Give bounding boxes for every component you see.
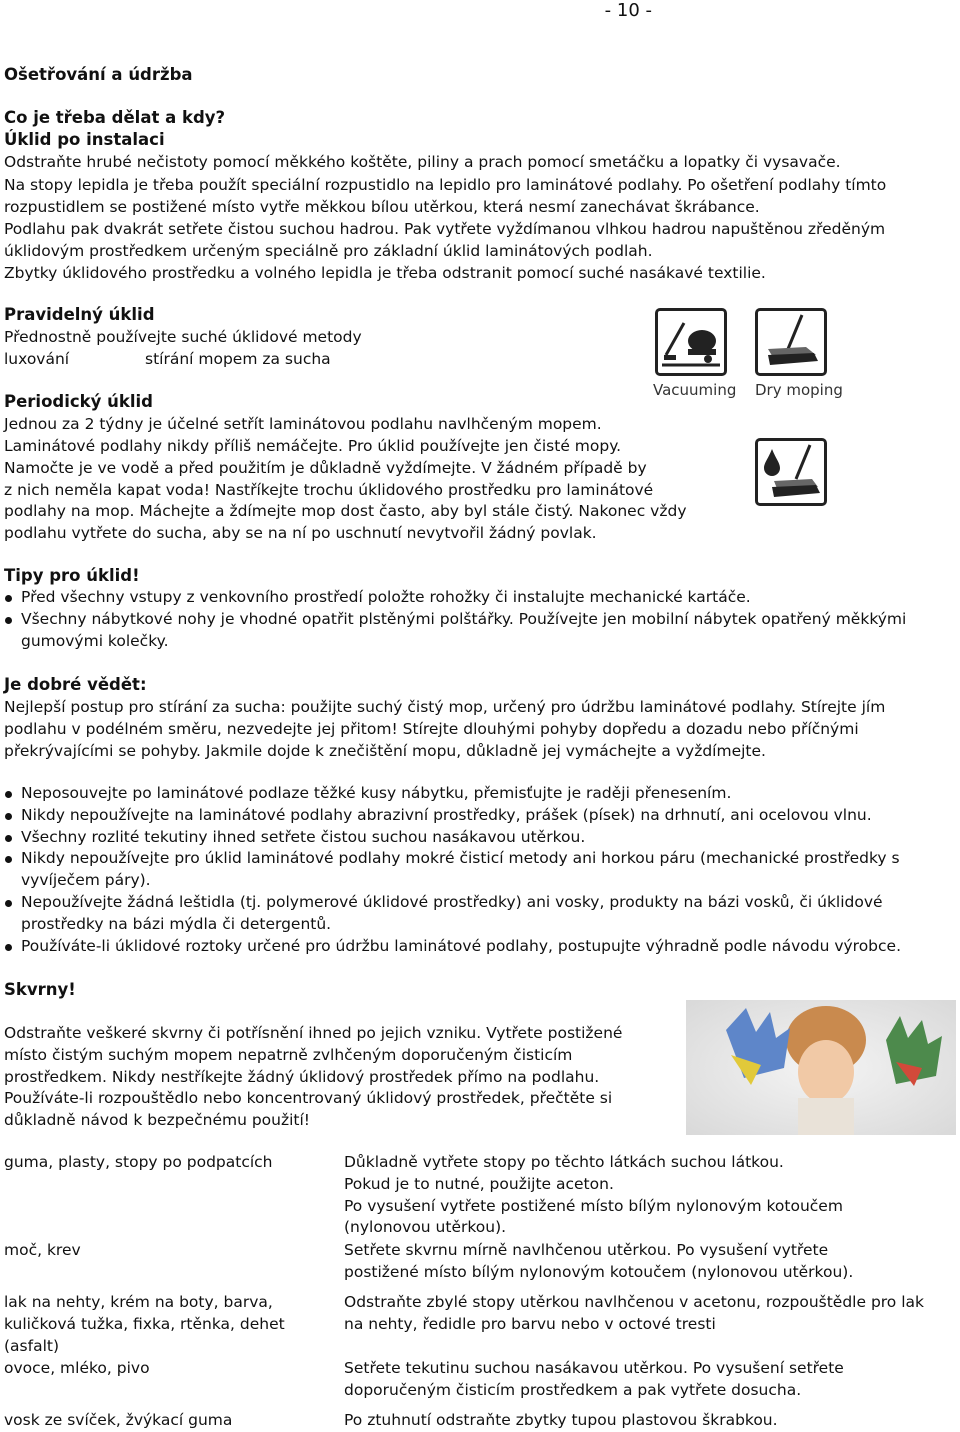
stain-remedy: Pokud je to nutné, použijte aceton. [344,1174,614,1193]
list-item: Všechny nábytkové nohy je vhodné opatřit plstěnými polštářky. Používejte jen mobilní nábytek opatřený měkkými gumovými kolečky. [4,609,941,653]
method-dry-mop: stírání mopem za sucha [145,350,331,368]
stain-name: kuličková tužka, fixka, rtěnka, dehet [4,1314,285,1333]
stain-remedy: doporučeným čisticím prostředkem a pak vytřete dosucha. [344,1380,802,1399]
list-item: Nikdy nepoužívejte pro úklid laminátové podlahy mokré čisticí metody ani horkou páru (mechanické prostředky s vyvíječem páry). [4,848,941,892]
question-heading: Co je třeba dělat a kdy? [4,108,226,127]
stains-heading: Skvrny! [4,980,76,999]
vacuum-caption: Vacuuming [653,381,737,399]
stain-remedy: Setřete skvrnu mírně navlhčenou utěrkou. Po vysušení vytřete [344,1241,829,1259]
list-item: Nepoužívejte žádná leštidla (tj. polymerové úklidové prostředky) ani vosky, produkty na bázi vosků, či úklidové prostředky na bázi mýdla či detergentů. [4,892,941,936]
table-row [4,1292,924,1358]
stain-name: ovoce, mléko, pivo [4,1359,150,1377]
list-item: Neposouvejte po laminátové podlaze těžké kusy nábytku, přemisťujte je raději přenesením. [4,783,941,805]
list-item: Všechny rozlité tekutiny ihned setřete čistou suchou nasákavou utěrkou. [4,827,941,849]
list-item: Nikdy nepoužívejte na laminátové podlahy abrazivní prostředky, prášek (písek) na drhnutí, ani ocelovou vlnu. [4,805,941,827]
paragraph-line: podlahu vytřete do sucha, aby se na ní po uschnutí nevytvořil žádný povlak. [4,524,597,542]
paragraph-line: Na stopy lepidla je třeba použít speciální rozpustidlo na lepidlo pro laminátové podlahy. Po ošetření podlahy tímto [4,176,887,194]
paragraph-line: Zbytky úklidového prostředku a volného lepidla je třeba odstranit pomocí suché nasákavé textilie. [4,264,766,282]
paragraph-line: Používáte-li rozpouštědlo nebo koncentrovaný úklidový prostředek, přečtěte si [4,1089,613,1107]
paragraph-line: Nejlepší postup pro stírání za sucha: použijte suchý čistý mop, určený pro údržbu laminátové podlahy. Stírejte jím [4,698,886,716]
tips-heading: Tipy pro úklid! [4,566,140,585]
warnings-list [4,783,941,957]
paragraph-line: Podlahu pak dvakrát setřete čistou suchou hadrou. Pak vytřete vyždímanou vlhkou hadrou napuštěnou zředěným [4,220,886,238]
paragraph-line: důkladně návod k bezpečnému použití! [4,1111,311,1129]
list-item: Před všechny vstupy z venkovního prostředí položte rohožky či instalujte mechanické kartáče. [4,587,941,609]
good-heading: Je dobré vědět: [4,675,147,694]
tips-list [4,587,941,652]
stain-remedy: Po vysušení vytřete postižené místo bílým nylonovým kotoučem [344,1196,843,1215]
method-vacuum: luxování [4,350,70,368]
table-row [4,1358,924,1410]
regular-heading: Pravidelný úklid [4,305,155,324]
paragraph-line: Laminátové podlahy nikdy příliš nemáčejte. Pro úklid používejte jen čisté mopy. [4,437,622,455]
child-painted-hands-photo [686,1000,956,1135]
table-row [4,1152,924,1240]
stain-name: lak na nehty, krém na boty, barva, [4,1293,273,1311]
stain-remedy: Důkladně vytřete stopy po těchto látkách suchou látkou. [344,1153,784,1171]
stain-remedy: Setřete tekutinu suchou nasákavou utěrkou. Po vysušení setřete [344,1359,844,1377]
paragraph-line: Jednou za 2 týdny je účelné setřít laminátovou podlahu navlhčeným mopem. [4,415,602,433]
table-row [4,1410,924,1432]
paragraph-line: Odstraňte veškeré skvrny či potřísnění ihned po jejich vzniku. Vytřete postižené [4,1024,623,1042]
cleanup-heading: Úklid po instalaci [4,130,165,149]
paragraph-line: místo čistým suchým mopem nepatrně zvlhčeným doporučeným čisticím [4,1046,573,1064]
stain-remedy: (nylonovou utěrkou). [344,1218,507,1237]
regular-line: Přednostně používejte suché úklidové metody [4,328,362,346]
paragraph-line: rozpustidlem se postižené místo vytře měkkou bílou utěrkou, která nesmí zanechávat škrábance. [4,198,760,216]
page-title: Ošetřování a údržba [4,65,193,84]
stain-name: (asfalt) [4,1336,60,1355]
list-item: Používáte-li úklidové roztoky určené pro údržbu laminátové podlahy, postupujte výhradně podle návodu výrobce. [4,936,941,958]
paragraph-line: Namočte je ve vodě a před použitím je důkladně vyždímejte. V žádném případě by [4,459,647,477]
stain-remedy: na nehty, ředidle pro barvu nebo v octové tresti [344,1314,716,1333]
paragraph-line: prostředkem. Nikdy nestříkejte žádný úklidový prostředek přímo na podlahu. [4,1068,600,1086]
stains-table [4,1152,924,1432]
paragraph-line: z nich neměla kapat voda! Nastříkejte trochu úklidového prostředku pro laminátové [4,481,654,499]
table-row [4,1240,924,1292]
periodic-heading: Periodický úklid [4,392,153,411]
stain-remedy: postižené místo bílým nylonovým kotoučem (nylonovou utěrkou). [344,1262,854,1281]
paragraph-line: překrývajícími se pohyby. Jakmile dojde k znečištění mopu, důkladně jej vymáchejte a vyždímejte. [4,742,766,760]
stain-remedy: Po ztuhnutí odstraňte zbytky tupou plastovou škrabkou. [344,1411,778,1429]
paragraph-line: úklidovým prostředkem určeným speciálně pro základní úklid laminátových podlah. [4,242,653,260]
paragraph-line: podlahu v podélném směru, nezvedejte jej přitom! Stírejte dlouhými pohyby dopředu a dozadu nebo příčnými [4,720,859,738]
stain-name: vosk ze svíček, žvýkací guma [4,1411,233,1429]
vacuum-icon [655,308,727,376]
paragraph-line: podlahy na mop. Máchejte a ždímejte mop dost často, aby byl stále čistý. Nakonec vždy [4,502,687,520]
stain-name: guma, plasty, stopy po podpatcích [4,1153,273,1171]
stain-name: moč, krev [4,1241,81,1259]
paragraph-line: Odstraňte hrubé nečistoty pomocí měkkého koštěte, piliny a prach pomocí smetáčku a lopatky či vysavače. [4,153,841,171]
page-number: - 10 - [604,0,652,21]
wet-mop-icon [755,438,827,506]
stain-remedy: Odstraňte zbylé stopy utěrkou navlhčenou v acetonu, rozpouštědle pro lak [344,1293,925,1311]
dry-mop-icon [755,308,827,376]
dry-mop-caption: Dry moping [755,381,843,399]
